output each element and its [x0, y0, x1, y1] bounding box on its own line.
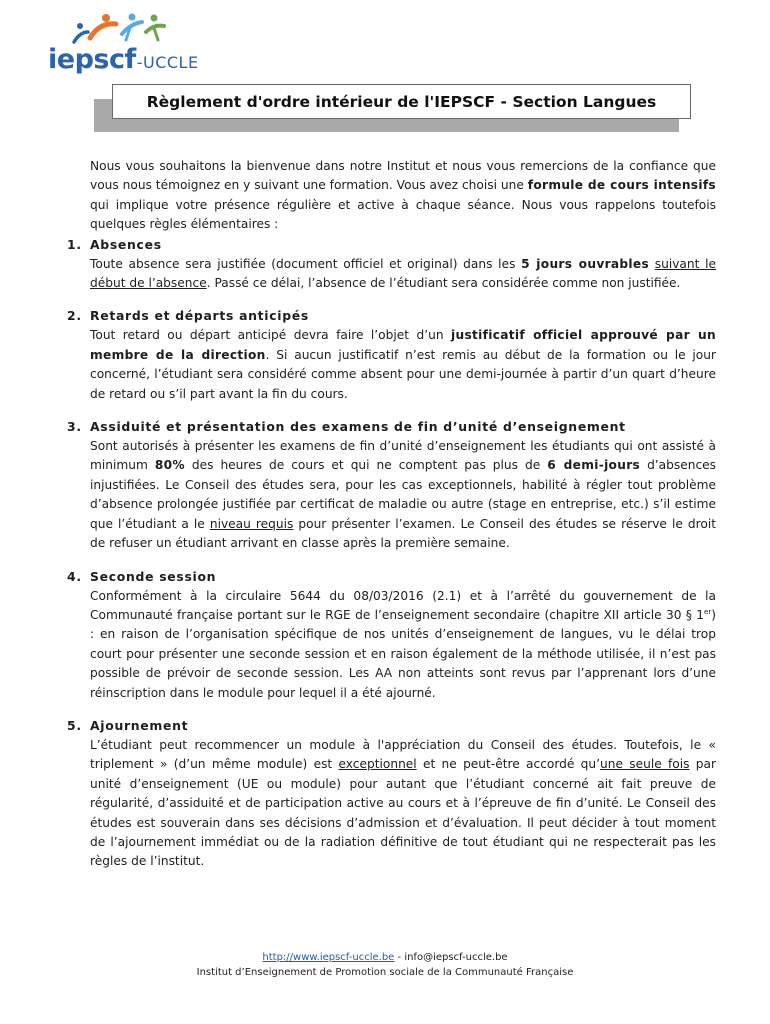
section-title: Absences	[90, 236, 162, 252]
section-title: Ajournement	[90, 717, 189, 733]
body-text: . Si aucun justificatif n’est remis au début de la formation ou le jour concerné, l’étudiant sera considéré comme absent pour une demi-journée à partir d’un quart d’heure de retard ou s’il part avant la fin du cours.	[90, 347, 717, 401]
superscript: er	[704, 607, 712, 616]
section-heading	[67, 235, 716, 255]
section-seconde-session	[67, 567, 716, 703]
section-text	[90, 326, 716, 404]
section-heading	[67, 417, 716, 437]
logo-brand-sub: -UCCLE	[136, 53, 199, 72]
footer-contact-line	[0, 950, 770, 965]
section-assiduite	[67, 417, 716, 553]
body-text: Toute absence sera justifiée (document officiel et original) dans les	[90, 256, 522, 271]
body-text: . Passé ce délai, l’absence de l’étudiant sera considérée comme non justifiée.	[206, 276, 681, 291]
intro-emphasis: formule de cours intensifs	[527, 178, 716, 193]
section-title: Assiduité et présentation des examens de fin d’unité d’enseignement	[90, 419, 626, 435]
underlined-text: niveau requis	[209, 516, 294, 531]
underlined-text: une seule fois	[600, 757, 690, 772]
body-text: et ne peut-être accordé qu’	[416, 757, 601, 772]
body-text: Sont autorisés à présenter les examens de fin d’unité d’enseignement les étudiants qui ont assisté à minimum	[90, 439, 716, 473]
section-text	[90, 437, 716, 553]
underlined-text: exceptionnel	[338, 757, 417, 772]
section-title: Retards et départs anticipés	[90, 308, 309, 324]
section-number: 4.	[67, 568, 82, 584]
intro-paragraph	[90, 157, 716, 235]
page-title: Règlement d'ordre intérieur de l'IEPSCF - Section Langues	[146, 92, 657, 111]
footer-email: info@iepscf-uccle.be	[404, 952, 508, 963]
underlined-text: suivant le début de l’absence	[90, 256, 716, 291]
section-heading	[67, 567, 716, 587]
body-text: par unité d’enseignement (UE ou module) pour autant que l’étudiant concerné ait fait preuve de régularité, d’assiduité et de participation active au cours et à l’épreuve de fin d’unité. Le Conseil des études est souverain dans ses décisions d’admission et d’évaluation. Il peut décider à tout moment de l’ajournement immédiat ou de la radiation définitive de tout étudiant qui ne respecterait pas les règles de l’institut.	[90, 757, 717, 869]
footer-separator: -	[394, 952, 405, 963]
body-text: Tout retard ou départ anticipé devra faire l’objet d’un	[90, 328, 451, 343]
section-number: 1.	[67, 236, 82, 252]
intro-text: qui implique votre présence régulière et active à chaque séance. Nous vous rappelons toutefois quelques règles élémentaires :	[90, 197, 716, 232]
section-number: 2.	[67, 308, 82, 324]
intro-text: Nous vous souhaitons la bienvenue dans notre Institut et nous vous remercions de la confiance que vous nous témoignez en y suivant une formation. Vous avez choisi une	[90, 159, 716, 193]
document-body	[67, 157, 717, 885]
emphasis: 80%	[154, 458, 185, 473]
people-figures-icon	[70, 12, 180, 46]
section-text	[90, 255, 716, 294]
institute-logo	[48, 12, 198, 78]
section-retards	[67, 306, 717, 404]
emphasis: 5 jours ouvrables	[521, 256, 650, 271]
section-heading	[67, 306, 716, 326]
footer-institution: Institut d’Enseignement de Promotion sociale de la Communauté Française	[196, 967, 574, 978]
body-text: Conformément à la circulaire 5644 du 08/03/2016 (2.1) et à l’arrêté du gouvernement de la Communauté française portant sur le RGE de l’enseignement secondaire (chapitre XII article 30 § 1	[90, 588, 716, 622]
logo-wordmark	[48, 46, 199, 73]
emphasis: 6 demi-jours	[547, 458, 641, 473]
body-text: d’absences injustifiées. Le Conseil des études sera, pour les cas exceptionnels, habilité à régler tout problème d’absence prolongée justifiée par certificat de maladie ou autre (stage en entreprise, etc.) s’il estime que l’étudiant a le	[90, 458, 716, 531]
section-text	[90, 736, 716, 872]
website-link[interactable]: http://www.iepscf-uccle.be	[262, 952, 395, 963]
section-number: 5.	[67, 717, 82, 733]
body-text: des heures de cours et qui ne comptent pas plus de	[184, 458, 548, 473]
body-text: pour présenter l’examen. Le Conseil des études se réserve le droit de refuser un étudiant arrivant en classe après la première semaine.	[90, 516, 716, 551]
title-box	[112, 84, 691, 119]
section-number: 3.	[67, 419, 82, 435]
section-ajournement	[67, 716, 717, 872]
section-text	[90, 587, 716, 703]
emphasis: justificatif officiel approuvé par un membre de la direction	[90, 328, 716, 362]
section-absences	[67, 235, 716, 294]
body-text: L’étudiant peut recommencer un module à l'appréciation du Conseil des études. Toutefois, le « triplement » (d’un même module) est	[90, 737, 716, 772]
logo-brand-main: iepscf	[48, 44, 136, 75]
page-footer	[0, 950, 770, 980]
section-title: Seconde session	[90, 568, 217, 584]
section-heading	[67, 716, 716, 736]
body-text: ) : en raison de l’organisation spécifique de nos unités d’enseignement de langues, vu le délai trop court pour présenter une seconde session et en raison également de la méthode utilisée, il n’est pas possible de prévoir de seconde session. Les AA non atteints sont revus par l’apprenant lors d’une réinscription dans le module pour lequel il a été ajourné.	[90, 607, 716, 700]
